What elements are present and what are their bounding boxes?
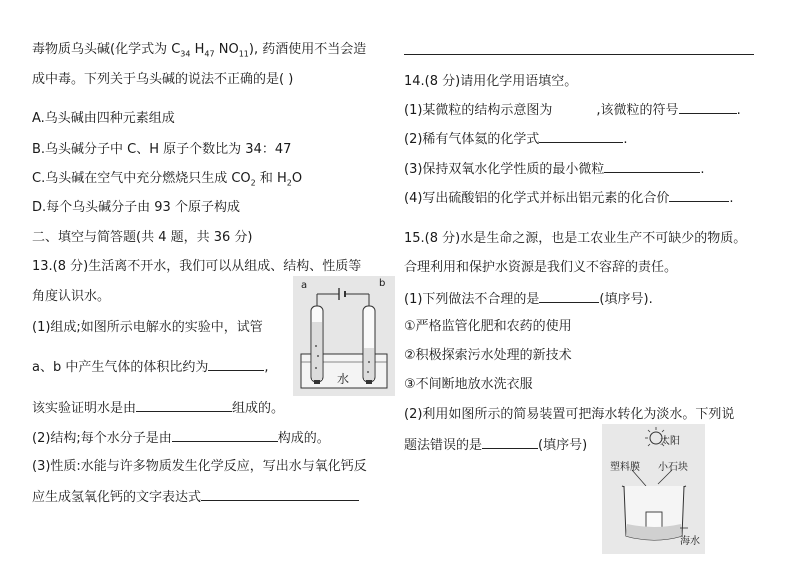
- q15-item1: ①严格监管化肥和农药的使用: [404, 319, 572, 334]
- q13-line8: 应生成氢氧化钙的文字表达式: [32, 488, 359, 506]
- small-stone-label: 小石块: [658, 462, 688, 473]
- answer-line[interactable]: [404, 54, 754, 55]
- q14-line4: (3)保持双氧水化学性质的最小微粒 .: [404, 162, 705, 177]
- answer-blank[interactable]: [539, 130, 623, 143]
- answer-blank[interactable]: [604, 160, 700, 173]
- answer-blank[interactable]: [201, 488, 359, 501]
- answer-blank[interactable]: [482, 436, 538, 449]
- q13-line4: a、b 中产生气体的体积比约为 ,: [32, 360, 269, 375]
- q15-line3: (1)下列做法不合理的是 (填序号).: [404, 292, 653, 307]
- q15-line1: 15.(8 分)水是生命之源，也是工农业生产不可缺少的物质。: [404, 231, 747, 246]
- q14-line1: 14.(8 分)请用化学用语填空。: [404, 74, 578, 89]
- q14-line5: (4)写出硫酸铝的化学式并标出铝元素的化合价 .: [404, 191, 734, 206]
- q15-line4: (2)利用如图所示的简易装置可把海水转化为淡水。下列说: [404, 407, 735, 422]
- answer-blank[interactable]: [208, 358, 264, 371]
- water-label: 水: [337, 372, 350, 386]
- answer-blank[interactable]: [539, 290, 599, 303]
- q12-option-b: B.乌头碱分子中 C、H 原子个数比为 34：47: [32, 142, 292, 157]
- electrolysis-figure: [293, 276, 395, 396]
- tube-a-label: a: [301, 280, 308, 291]
- sun-label: 太阳: [660, 436, 680, 447]
- q14-line3: (2)稀有气体氦的化学式 .: [404, 132, 628, 147]
- answer-blank[interactable]: [679, 101, 737, 114]
- q15-line2: 合理利用和保护水资源是我们义不容辞的责任。: [404, 260, 678, 275]
- q15-item2: ②积极探索污水处理的新技术: [404, 348, 572, 363]
- q12-intro-line1: 毒物质乌头碱(化学式为 $C_{34}$ $H_{47}$ $NO_{11}$), 药酒使用不当会造: [32, 42, 367, 59]
- q13-line7: (3)性质:水能与许多物质发生化学反应，写出水与氧化钙反: [32, 459, 367, 474]
- q12-intro-line2: 成中毒。下列关于乌头碱的说法不正确的是( ): [32, 72, 294, 87]
- section-heading-2: 二、填空与简答题(共 4 题，共 36 分): [32, 230, 253, 245]
- answer-blank[interactable]: [669, 189, 729, 202]
- q14-line2: (1)某微粒的结构示意图为 ,该微粒的符号 .: [404, 103, 741, 118]
- q13-line6: (2)结构;每个水分子是由 构成的。: [32, 431, 330, 446]
- answer-blank[interactable]: [136, 399, 232, 412]
- q12-option-a: A.乌头碱由四种元素组成: [32, 111, 175, 126]
- q12-option-c: C.乌头碱在空气中充分燃烧只生成 $CO_2$ 和 $H_2O$: [32, 171, 303, 188]
- desalination-figure: [602, 424, 705, 554]
- tube-b-label: b: [379, 278, 386, 289]
- q15-line5: 题法错误的是 (填序号): [404, 438, 588, 453]
- q13-line5: 该实验证明水是由 组成的。: [32, 401, 285, 416]
- q13-line1: 13.(8 分)生活离不开水，我们可以从组成、结构、性质等: [32, 259, 362, 274]
- q12-option-d: D.每个乌头碱分子由 93 个原子构成: [32, 200, 240, 215]
- sea-water-label: 海水: [680, 536, 700, 547]
- answer-blank[interactable]: [172, 429, 278, 442]
- q13-line3: (1)组成;如图所示电解水的实验中，试管: [32, 320, 263, 335]
- plastic-film-label: 塑料膜: [610, 462, 640, 473]
- q15-item3: ③不间断地放水洗衣服: [404, 377, 533, 392]
- q13-line2: 角度认识水。: [32, 289, 111, 304]
